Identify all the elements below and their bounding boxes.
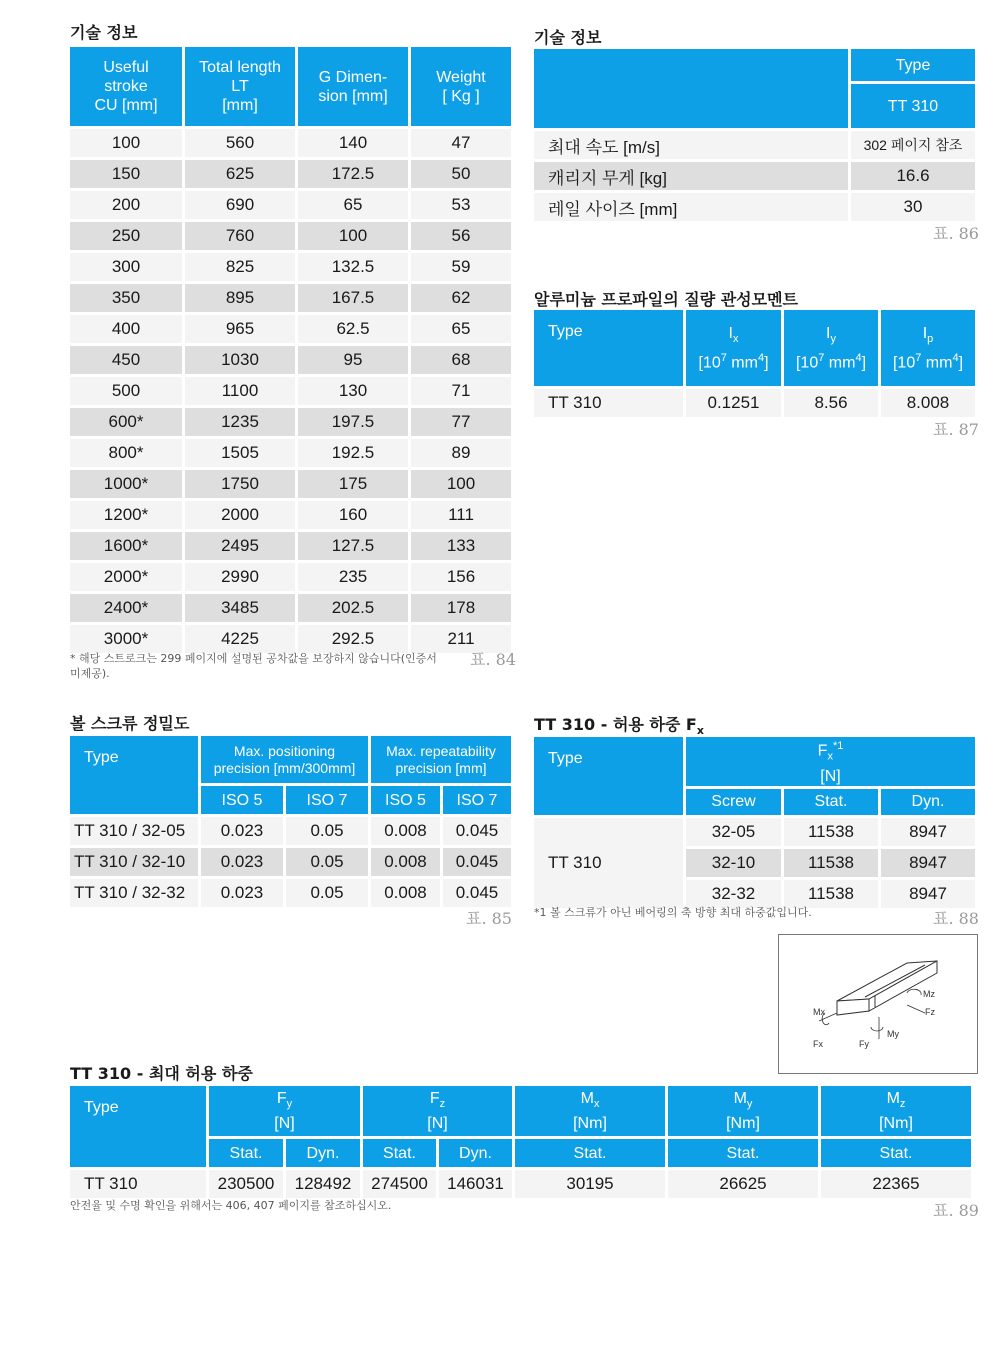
header-ip: $I_p$ [$10^7$ $mm^4$] [881,310,975,386]
table-cell: 2400* [70,594,182,622]
rail-diagram-svg [779,935,977,1073]
my-label: My [887,1029,899,1039]
header-stat: Stat. [821,1139,971,1167]
table-cell: 1200* [70,501,182,529]
row-value: 0.05 [286,879,368,907]
row-type: TT 310 / 32-10 [70,848,198,876]
table-header-row [534,737,975,786]
table-84 [70,44,514,656]
table-cell: 300 [70,253,182,281]
table-row [70,222,511,250]
header-iso7: ISO 7 [286,786,368,814]
table-89-ref: 표. 89 [933,1201,979,1220]
table-row [70,594,511,622]
table-cell: 140 [298,129,408,157]
table-88-ref: 표. 88 [933,909,979,928]
header-fx: $F_x^{*1}$ [N] [686,737,975,786]
row-screw: 32-32 [686,880,781,908]
row-value: 16.6 [851,162,975,190]
table-row [70,470,511,498]
inertia-table [531,307,978,420]
table-cell: 111 [411,501,511,529]
table-row [70,439,511,467]
header-type-value: TT 310 [851,84,975,128]
table-row [70,625,511,653]
table-cell: 500 [70,377,182,405]
table-cell: 895 [185,284,295,312]
table-cell: 400 [70,315,182,343]
rail-front-face [837,999,869,1015]
row-value: 0.023 [201,879,283,907]
table-row [70,346,511,374]
table-89-note: 안전율 및 수명 확인을 위해서는 406, 407 페이지를 참조하십시오. [70,1199,392,1212]
table-header-row [534,49,975,81]
table-row [70,160,511,188]
table-cell: 292.5 [298,625,408,653]
table-85 [70,733,514,910]
row-ip: 8.008 [881,389,975,417]
row-dyn: 8947 [881,849,975,877]
table-88-note: *1 볼 스크류가 아닌 베어링의 축 방향 최대 하중값입니다. [534,906,812,919]
table-row [70,408,511,436]
table-cell: 197.5 [298,408,408,436]
header-my: $M_y$ [Nm] [668,1086,818,1136]
row-value: 30 [851,193,975,221]
table-cell: 59 [411,253,511,281]
row-value: 0.008 [371,879,440,907]
table-row [70,817,511,845]
table-row [534,131,975,159]
row-value: 0.045 [443,817,511,845]
table-cell: 100 [411,470,511,498]
header-fz: $F_z$ [N] [363,1086,512,1136]
table-86-section [534,25,601,48]
table-row [70,532,511,560]
table-cell: 2000 [185,501,295,529]
table-cell: 1100 [185,377,295,405]
header-dyn: Dyn. [439,1139,512,1167]
header-type: Type [70,736,198,814]
header-stat: Stat. [784,789,878,815]
row-screw: 32-10 [686,849,781,877]
table-cell: 4225 [185,625,295,653]
header-dyn: Dyn. [286,1139,360,1167]
table-cell: 65 [411,315,511,343]
row-value: 0.023 [201,848,283,876]
table-87-title: 알루미늄 프로파일의 질량 관성모멘트 [534,290,799,309]
fx-label: Fx [813,1039,823,1049]
table-cell: 62 [411,284,511,312]
table-cell: 625 [185,160,295,188]
header-positioning: Max. positioning precision [mm/300mm] [201,736,368,783]
table-84-ref: 표. 84 [470,650,516,669]
table-row [534,162,975,190]
table-84-note: * 해당 스트로크는 299 페이지에 설명된 공차값을 보장하지 않습니다(인증서 미제공). [70,652,437,680]
row-value: 0.045 [443,879,511,907]
header-mz: $M_z$ [Nm] [821,1086,971,1136]
table-cell: 3000* [70,625,182,653]
table-cell: 200 [70,191,182,219]
fz-arrow [907,1005,925,1013]
fy-label: Fy [859,1039,869,1049]
table-row [70,848,511,876]
header-type: Type [851,49,975,81]
table-cell: 800* [70,439,182,467]
row-stat: 11538 [784,818,878,846]
header-screw: Screw [686,789,781,815]
table-cell: 100 [70,129,182,157]
table-cell: 202.5 [298,594,408,622]
table-cell: 965 [185,315,295,343]
row-value: 128492 [286,1170,360,1198]
table-row [70,563,511,591]
table-cell: 89 [411,439,511,467]
table-cell: 1505 [185,439,295,467]
table-cell: 3485 [185,594,295,622]
table-cell: 1750 [185,470,295,498]
table-88 [534,734,978,911]
row-value: 230500 [209,1170,283,1198]
header-stat: Stat. [515,1139,665,1167]
table-cell: 156 [411,563,511,591]
table-row [70,284,511,312]
my-arc [871,1027,883,1031]
table-cell: 68 [411,346,511,374]
header-iso7: ISO 7 [443,786,511,814]
row-ix: 0.1251 [686,389,781,417]
table-row [70,191,511,219]
row-label: 캐리지 무게 [kg] [534,162,848,190]
table-cell: 825 [185,253,295,281]
table-cell: 71 [411,377,511,405]
table-cell: 50 [411,160,511,188]
row-dyn: 8947 [881,880,975,908]
table-cell: 172.5 [298,160,408,188]
table-84-title: 기술 정보 [70,23,138,42]
table-85-ref: 표. 85 [466,909,512,928]
header-ix: $I_x$ [$10^7$ $mm^4$] [686,310,781,386]
table-cell: 600* [70,408,182,436]
table-85-title: 볼 스크류 정밀도 [70,714,190,733]
row-type: TT 310 / 32-05 [70,817,198,845]
row-iy: 8.56 [784,389,878,417]
table-cell: 178 [411,594,511,622]
row-value: 26625 [668,1170,818,1198]
table-cell: 2000* [70,563,182,591]
header-iso5: ISO 5 [371,786,440,814]
row-stat: 11538 [784,880,878,908]
table-87-ref: 표. 87 [933,420,979,439]
row-value: 274500 [363,1170,436,1198]
table-header-row [70,736,511,783]
row-value: 30195 [515,1170,665,1198]
table-86-title: 기술 정보 [534,28,602,47]
load-direction-diagram [778,934,978,1074]
row-value: 22365 [821,1170,971,1198]
mx-label: Mx [813,1007,825,1017]
table-cell: 95 [298,346,408,374]
mz-label: Mz [923,989,935,999]
table-header-row [70,47,511,126]
row-screw: 32-05 [686,818,781,846]
table-cell: 130 [298,377,408,405]
table-row [70,1170,971,1198]
table-cell: 192.5 [298,439,408,467]
max-load-table [67,1083,974,1201]
row-value: 0.045 [443,848,511,876]
table-cell: 53 [411,191,511,219]
header-dyn: Dyn. [881,789,975,815]
tech-info-table [531,46,978,224]
row-label: 최대 속도 [m/s] [534,131,848,159]
table-cell: 62.5 [298,315,408,343]
table-87 [534,307,978,420]
row-type: TT 310 [70,1170,206,1198]
table-cell: 760 [185,222,295,250]
table-row [70,129,511,157]
header-stat: Stat. [209,1139,283,1167]
header-iy: $I_y$ [$10^7$ $mm^4$] [784,310,878,386]
table-cell: 1000* [70,470,182,498]
header-g-dimension: G Dimen- sion [mm] [298,47,408,126]
row-value: 302 페이지 참조 [851,131,975,159]
header-mx: $M_x$ [Nm] [515,1086,665,1136]
table-row [70,377,511,405]
table-row [70,315,511,343]
header-stat: Stat. [363,1139,436,1167]
table-cell: 1235 [185,408,295,436]
table-cell: 100 [298,222,408,250]
table-cell: 350 [70,284,182,312]
table-cell: 1030 [185,346,295,374]
header-type: Type [70,1086,206,1167]
table-85-section [70,711,189,734]
row-type: TT 310 [534,389,683,417]
table-89 [70,1083,974,1201]
header-stat: Stat. [668,1139,818,1167]
row-label: 레일 사이즈 [mm] [534,193,848,221]
table-cell: 2495 [185,532,295,560]
table-89-section [70,1061,253,1084]
row-dyn: 8947 [881,818,975,846]
table-88-title: TT 310 - 허용 하중 $F_x$ [534,715,704,738]
row-type: TT 310 [534,818,683,908]
table-row [70,879,511,907]
table-header-row [534,310,975,386]
row-value: 0.008 [371,817,440,845]
table-row [70,501,511,529]
table-cell: 250 [70,222,182,250]
stroke-table [67,44,514,656]
row-stat: 11538 [784,849,878,877]
table-cell: 211 [411,625,511,653]
table-cell: 235 [298,563,408,591]
table-cell: 132.5 [298,253,408,281]
header-type: Type [534,310,683,386]
row-value: 146031 [439,1170,512,1198]
table-cell: 160 [298,501,408,529]
table-cell: 77 [411,408,511,436]
table-row [534,818,975,846]
header-total-length: Total length LT [mm] [185,47,295,126]
table-cell: 56 [411,222,511,250]
table-row [534,193,975,221]
header-type: Type [534,737,683,815]
table-cell: 65 [298,191,408,219]
mz-arc [907,989,921,995]
header-useful-stroke: Useful stroke CU [mm] [70,47,182,126]
table-header-row [70,1086,971,1136]
load-fx-table [531,734,978,911]
header-iso5: ISO 5 [201,786,283,814]
table-86-ref: 표. 86 [933,224,979,243]
header-weight: Weight [ Kg ] [411,47,511,126]
table-84-section [70,20,137,43]
table-cell: 175 [298,470,408,498]
table-row [534,389,975,417]
table-89-title: TT 310 - 최대 허용 하중 [70,1064,253,1083]
table-cell: 150 [70,160,182,188]
table-cell: 2990 [185,563,295,591]
table-cell: 690 [185,191,295,219]
table-cell: 127.5 [298,532,408,560]
ballscrew-precision-table [67,733,514,910]
table-cell: 1600* [70,532,182,560]
row-type: TT 310 / 32-32 [70,879,198,907]
row-value: 0.023 [201,817,283,845]
table-86 [534,46,978,224]
row-value: 0.008 [371,848,440,876]
table-cell: 450 [70,346,182,374]
header-fy: $F_y$ [N] [209,1086,360,1136]
row-value: 0.05 [286,848,368,876]
stroke-table-body [70,129,511,653]
table-cell: 133 [411,532,511,560]
table-cell: 560 [185,129,295,157]
table-cell: 47 [411,129,511,157]
header-blank [534,49,848,128]
row-value: 0.05 [286,817,368,845]
header-repeatability: Max. repeatability precision [mm] [371,736,511,783]
fz-label: Fz [925,1007,935,1017]
table-row [70,253,511,281]
table-cell: 167.5 [298,284,408,312]
